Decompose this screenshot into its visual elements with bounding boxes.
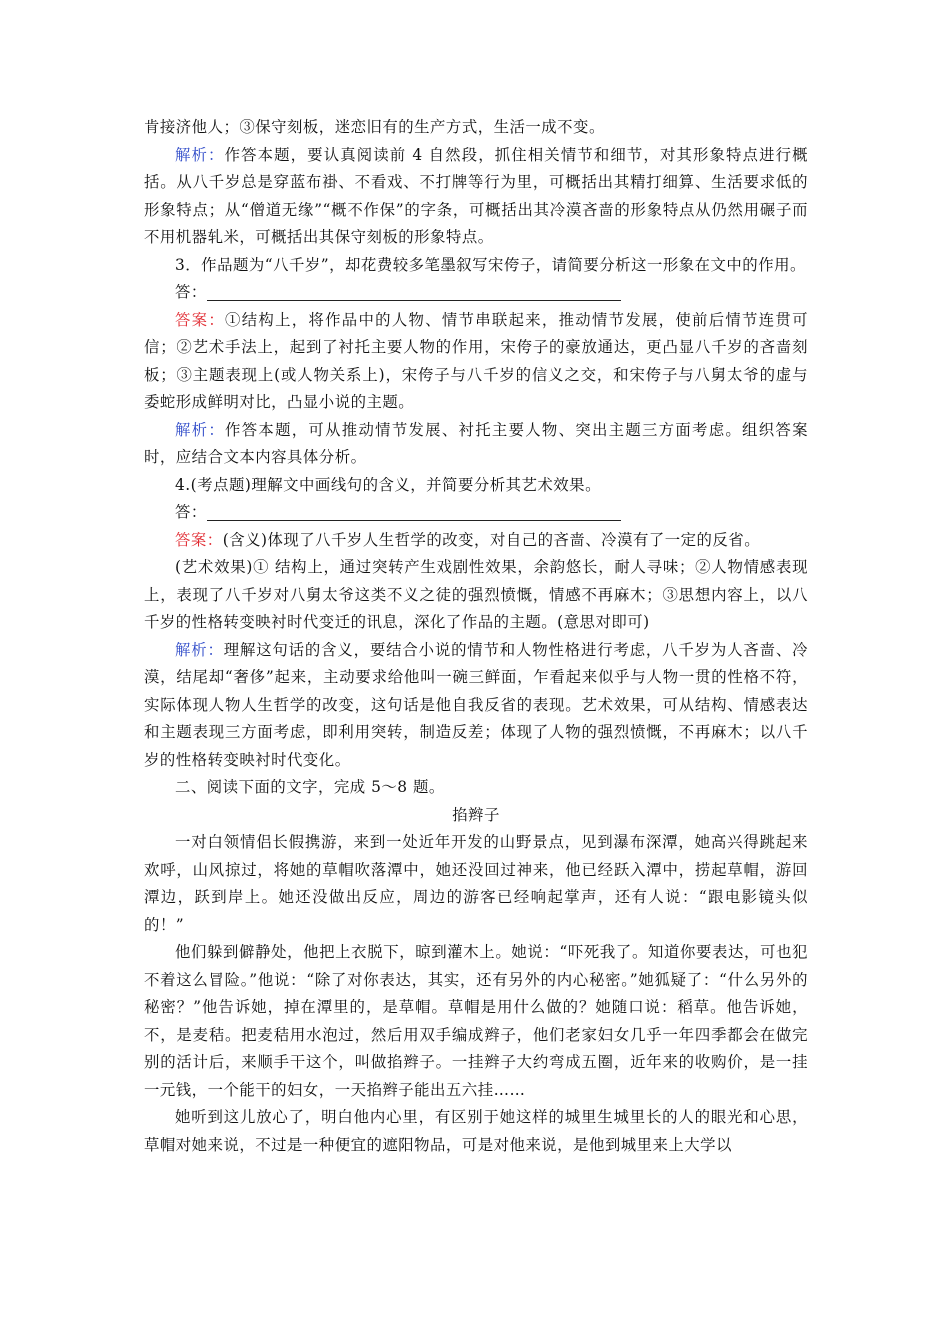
question-4: 4.(考点题)理解文中画线句的含义，并简要分析其艺术效果。: [175, 475, 601, 494]
answer-paragraph: 答案：①结构上，将作品中的人物、情节串联起来，推动情节发展，使前后情节连贯可信；②艺术手法上，起到了衬托主要人物的作用，宋侉子的豪放通达，更凸显八千岁的吝啬刻板；③主题表现上(或人物关系上)，宋侉子与八千岁的信义之交，和宋侉子与八舅太爷的虚与委蛇形成鲜明对比，凸显小说的主题。: [144, 310, 808, 411]
analysis-paragraph: 解析：理解这句话的含义，要结合小说的情节和人物性格进行考虑，八千岁为人吝啬、冷漠，结尾却“奢侈”起来，主动要求给他叫一碗三鲜面，乍看起来似乎与人物一贯的性格不符，实际体现人物人生哲学的改变，这句话是他自我反省的表现。艺术效果，可从结构、情感表达和主题表现三方面考虑，即利用突转，制造反差；体现了人物的强烈愤慨，不再麻木；以八千岁的性格转变映衬时代变化。: [144, 640, 808, 769]
story-paragraph: 他们躲到僻静处，他把上衣脱下，晾到灌木上。她说：“吓死我了。知道你要表达，可也犯不着这么冒险。”他说：“除了对你表达，其实，还有另外的内心秘密。”她狐疑了：“什么另外的秘密？”他告诉她，掉在潭里的，是草帽。草帽是用什么做的？她随口说：稻草。他告诉她，不，是麦秸。把麦秸用水泡过，然后用双手编成辫子，他们老家妇女几乎一年四季都会在做完别的活计后，来顺手干这个，叫做掐辫子。一挂辫子大约弯成五圈，近年来的收购价，是一挂一元钱，一个能干的妇女，一天掐辫子能出五六挂……: [144, 943, 808, 1099]
answer-blank: 答：: [144, 499, 808, 527]
section-heading: 二、阅读下面的文字，完成 5～8 题。: [175, 778, 445, 796]
story-title: 掐辫子: [452, 805, 500, 824]
analysis-paragraph: 解析：作答本题，要认真阅读前 4 自然段，抓住相关情节和细节，对其形象特点进行概括。从八千岁总是穿蓝布褂、不看戏、不打牌等行为里，可概括出其精打细算、生活要求低的形象特点；从“僧道无缘”“概不作保”的字条，可概括出其冷漠吝啬的形象特点从仍然用碾子而不用机器轧米，可概括出其保守刻板的形象特点。: [144, 145, 808, 246]
question-3: 3．作品题为“八千岁”，却花费较多笔墨叙写宋侉子，请简要分析这一形象在文中的作用。: [175, 255, 806, 274]
document-page: [144, 114, 808, 1159]
answer-label: 答案：: [175, 310, 226, 329]
analysis-label: 解析：: [175, 420, 226, 439]
answer-continuation: (艺术效果)① 结构上，通过突转产生戏剧性效果，余韵悠长，耐人寻味；②人物情感表现上，表现了八千岁对八舅太爷这类不义之徒的强烈愤慨，情感不再麻木；③思想内容上，以八千岁的性格转变映衬时代变迁的讯息，深化了作品的主题。(意思对即可): [144, 558, 808, 631]
answer-label: 答案：: [175, 530, 223, 549]
story-paragraph: 她听到这儿放心了，明白他内心里，有区别于她这样的城里生城里长的人的眼光和心思，草帽对她来说，不过是一种便宜的遮阳物品，可是对他来说，是他到城里来上大学以: [144, 1108, 808, 1154]
story-paragraph: 一对白领情侣长假携游，来到一处近年开发的山野景点，见到瀑布深潭，她高兴得跳起来欢呼，山风掠过，将她的草帽吹落潭中，她还没回过神来，他已经跃入潭中，捞起草帽，游回潭边，跃到岸上。她还没做出反应，周边的游客已经响起掌声，还有人说：“跟电影镜头似的！”: [144, 833, 808, 934]
analysis-label: 解析：: [175, 640, 224, 659]
text-line: 肯接济他人；③保守刻板，迷恋旧有的生产方式，生活一成不变。: [144, 118, 605, 136]
answer-underline[interactable]: [207, 502, 621, 521]
answer-underline[interactable]: [207, 282, 621, 301]
answer-paragraph: 答案：(含义)体现了八千岁人生哲学的改变，对自己的吝啬、冷漠有了一定的反省。: [175, 530, 761, 549]
analysis-label: 解析：: [175, 145, 225, 164]
answer-blank: 答：: [144, 279, 808, 307]
analysis-paragraph: 解析：作答本题，可从推动情节发展、衬托主要人物、突出主题三方面考虑。组织答案时，应结合文本内容具体分析。: [144, 420, 808, 466]
